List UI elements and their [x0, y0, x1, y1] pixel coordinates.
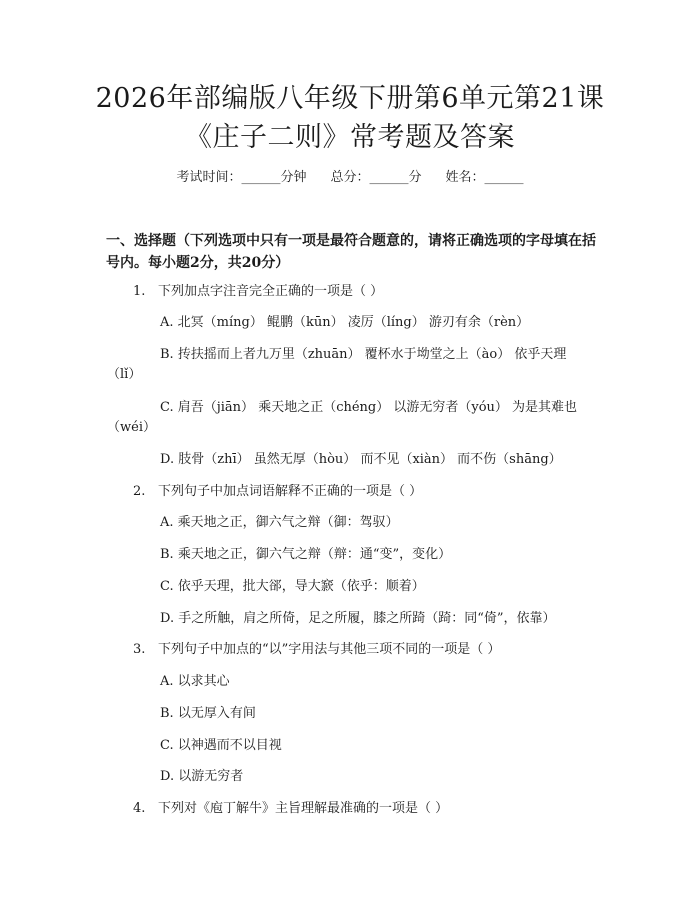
question-3-option-d: D. 以游无穷者 [160, 769, 244, 784]
question-3 [133, 640, 500, 660]
student-name-field: 姓名：______ [445, 170, 524, 185]
section-header-line-2: 号内。每小题2分，共20分） [106, 255, 290, 271]
question-1-option-d: D. 肢骨（zhī） 虽然无厚（hòu） 而不见（xiàn） 而不伤（shāng） [160, 452, 562, 467]
question-2 [133, 482, 422, 502]
question-number: 2. [133, 484, 146, 499]
exam-info-row [0, 168, 700, 188]
question-2-option-a: A. 乘天地之正，御六气之辩（御：驾驭） [160, 515, 399, 530]
question-2-option-d: D. 手之所触，肩之所倚，足之所履，膝之所踦（踦：同“倚”，依靠） [160, 611, 556, 626]
total-score-field: 总分：______分 [330, 170, 422, 185]
question-1-option-c: C. 肩吾（jiān） 乘天地之正（chéng） 以游无穷者（yóu） 为是其难也 [160, 400, 578, 415]
question-number: 1. [133, 284, 146, 299]
question-stem: 下列加点字注音完全正确的一项是（ ） [158, 284, 384, 299]
question-1-option-a: A. 北冥（míng） 鲲鹏（kūn） 凌厉（líng） 游刃有余（rèn） [160, 315, 530, 330]
document-title-line-1: 2026年部编版八年级下册第6单元第21课 [95, 83, 605, 114]
question-2-option-c: C. 依乎天理，批大郤，导大窾（依乎：顺着） [160, 579, 425, 594]
question-1-option-b: B. 抟扶摇而上者九万里（zhuān） 覆杯水于坳堂之上（ào） 依乎天理 [160, 347, 567, 362]
question-1-option-c-continuation: （wéi） [107, 420, 156, 435]
section-header-line-1: 一、选择题（下列选项中只有一项是最符合题意的，请将正确选项的字母填在括 [106, 233, 596, 249]
exam-time-field: 考试时间：______分钟 [176, 170, 307, 185]
question-3-option-c: C. 以神遇而不以目视 [160, 738, 282, 753]
question-1 [133, 282, 383, 302]
question-stem: 下列句子中加点的“以”字用法与其他三项不同的一项是（ ） [158, 642, 501, 657]
question-3-option-b: B. 以无厚入有间 [160, 706, 256, 721]
question-stem: 下列对《庖丁解牛》主旨理解最准确的一项是（ ） [158, 801, 449, 816]
question-number: 4. [133, 801, 146, 816]
question-2-option-b: B. 乘天地之正，御六气之辩（辩：通“变”，变化） [160, 547, 452, 562]
section-header-choice-questions [106, 230, 606, 274]
question-1-option-b-continuation: （lǐ） [107, 367, 142, 382]
question-stem: 下列句子中加点词语解释不正确的一项是（ ） [158, 484, 423, 499]
question-number: 3. [133, 642, 146, 657]
document-title-line-2: 《庄子二则》常考题及答案 [185, 122, 515, 153]
question-3-option-a: A. 以求其心 [160, 674, 230, 689]
question-4 [133, 799, 448, 819]
